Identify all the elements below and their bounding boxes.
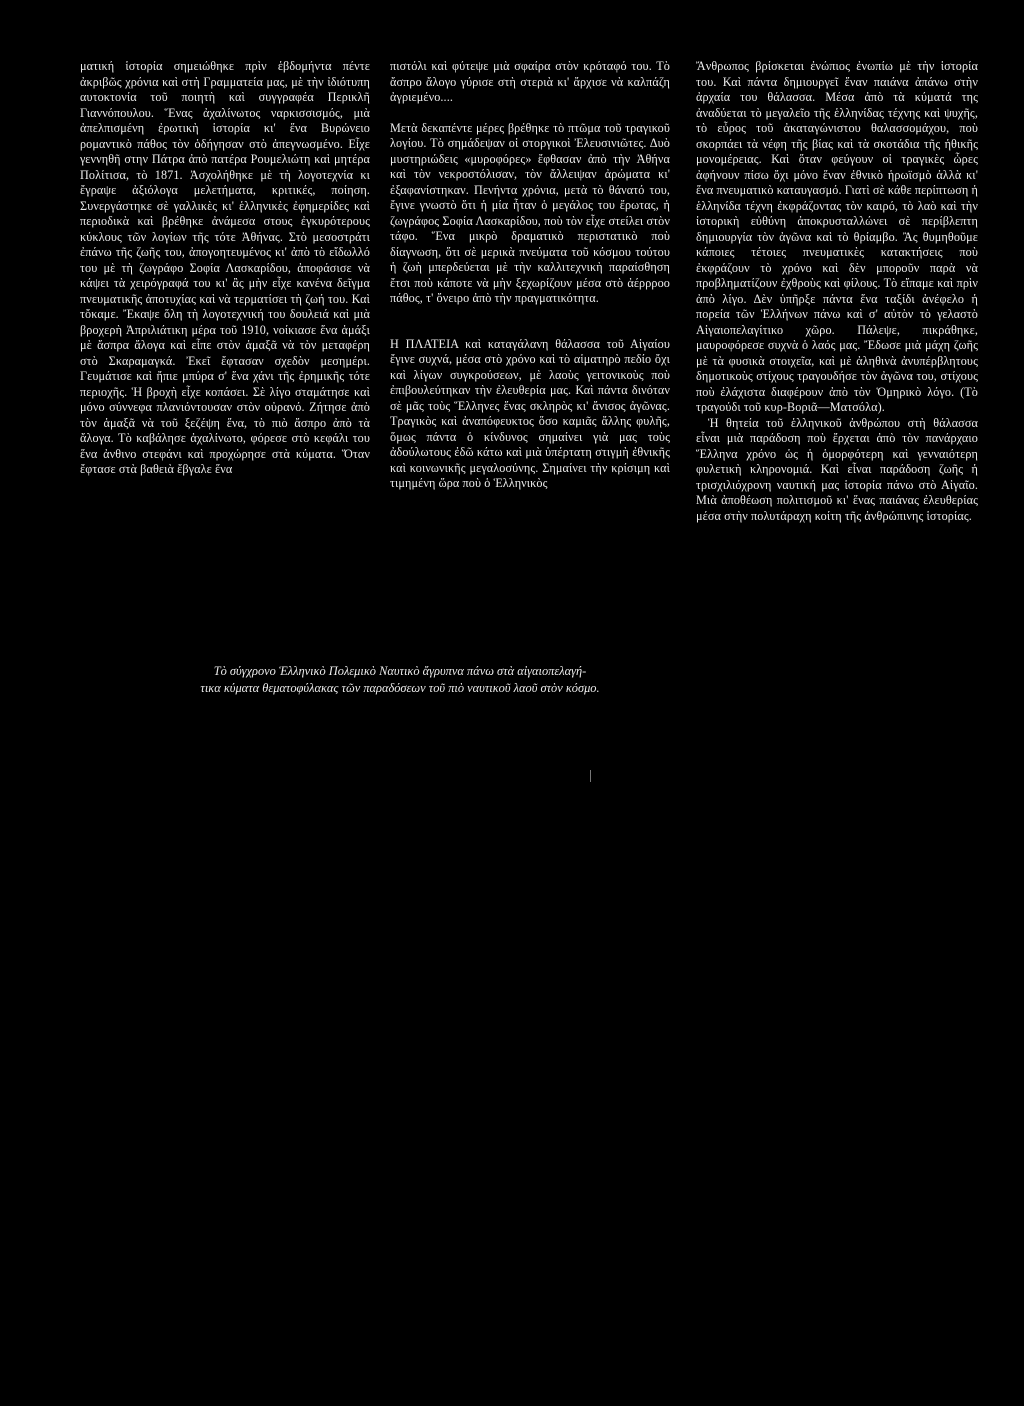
text-column-2 bbox=[390, 59, 670, 492]
text-column-1 bbox=[80, 59, 370, 478]
paragraph: πιστόλι καὶ φύτεψε μιὰ σφαίρα στὸν κρόταφό του. Τὸ ἄσπρο ἄλογο γύρισε στὴ στεριὰ κι' ἄρχισε νὰ καλπάζη ἀγριεμένο.... bbox=[390, 59, 670, 104]
scan-speck bbox=[590, 770, 591, 782]
paragraph: Μετὰ δεκαπέντε μέρες βρέθηκε τὸ πτῶμα τοῦ τραγικοῦ λογίου. Τὸ σημάδεψαν οἱ στοργικοὶ Ἐλευσινιῶτες. Δυὸ μυστηριώδεις «μυροφόρες» ἔφθασαν ἀπὸ τὴν Ἀθήνα καὶ τὸν νεκροστόλισαν, τὸν ἄλλειψαν ἀρώματα κι' ἐξαφανίστηκαν. Πενήντα χρόνια, μετὰ τὸ θάνατό του, ἔγινε γνωστὸ ὅτι ἡ μία ἦταν ὁ μεγάλος του ἔρωτας, ἡ ζωγράφος Σοφία Λασκαρίδου, ποὺ τὸν εἶχε στείλει στὸν τάφο. Ἕνα μικρὸ δραματικὸ περιστατικὸ ποὺ δίαγνωση, ὅτι σὲ μερικὰ πνεύματα τοῦ κόσμου τούτου ἡ ζωὴ μπερδεύεται μὲ τὴν καλλιτεχνικὴ παραίσθηση ἔτσι ποὺ κάποτε νὰ μὴν ξεχωρίζουν μέσα στὸ ἀέρρροο πάθος, τ' ὄνειρο ἀπὸ τὴν πραγματικότητα. bbox=[390, 120, 670, 305]
paragraph: ματική ἱστορία σημειώθηκε πρὶν ἑβδομήντα πέντε ἀκριβῶς χρόνια καὶ στὴ Γραμματεία μας, μὲ τὴν ἰδιότυπη αυτοκτονία τοῦ ποιητὴ καὶ συγγραφέα Περικλῆ Γιαννόπουλου. Ἕνας ἀχαλίνωτος ναρκισσισμός, μιὰ ἀπελπισμένη ἐρωτικὴ ἱστορία κι' ἕνα Βυρώνειο ρομαντικὸ πάθος τὸν ὁδήγησαν στὸ ἀπεγνωσμένο. Εἶχε γεννηθῆ στην Πάτρα ἀπὸ πατέρα Ρουμελιώτη καὶ μητέρα Πολίτισα, τὸ 1871. Ἀσχολήθηκε μὲ τὴ λογοτεχνία κι ἔγραψε ἀξιόλογα μελετήματα, κριτικές, ποίηση. Συνεργάστηκε σὲ γαλλικὲς κι' ἑλληνικὲς ἐφημερίδες καὶ περιοδικὰ καὶ βρέθηκε ἀνάμεσα στους ἐγκυρότερους κύκλους τῶν λογίων τῆς τότε Ἀθήνας. Στὸ μεσοστράτι ἐπάνω τῆς ζωῆς του, ἀπογοητευμένος κι' ἀπὸ τὸ εἴδωλλό του μὲ τὴ ζωγράφο Σοφία Λασκαρίδου, ἀποφάσισε νὰ κάψει τὰ χειρόγραφά του κι' ἂς μὴν εἶχε κανένα δεῖγμα πνευματικῆς ἀποτυχίας καὶ νὰ τερματίσει τὴ ζωή του. Καὶ τὄκαμε. Ἔκαψε ὅλη τὴ λογοτεχνική του δουλειά καὶ μιὰ βροχερὴ Ἀπριλιάτικη μέρα τοῦ 1910, νοίκιασε ἕνα ἁμάξι μὲ ἄσπρα ἄλογα καὶ εἶπε στὸν ἁμαξᾶ νὰ τὸν μεταφέρη στὸ Σκαραμαγκά. Ἐκεῖ ἔφτασαν σχεδὸν μεσημέρι. Γευμάτισε καὶ ἤπιε μπύρα σ' ἕνα χάνι τῆς ἐρημικῆς τότε περιοχῆς. Ἡ βροχὴ εἶχε κοπάσει. Σὲ λίγο σταμάτησε καὶ μόνο σύννεφα πλανιόντουσαν στὸν οὐρανό. Ζήτησε ἀπὸ τὸν ἁμαξᾶ νὰ τοῦ ξεζέψη ἕνα, τὸ πιὸ ἄσπρο ἀπὸ τὰ ἄλογα. Τὸ καβάλησε ἀχαλίνωτο, φόρεσε στὸ κεφάλι του ἕνα ἀνθινο στεφάνι καὶ προχώρησε στὰ κύματα. Ὅταν ἔφτασε στὰ βαθειὰ ἔβγαλε ἕνα bbox=[80, 59, 370, 476]
caption-line-1: Τὸ σύγχρονο Ἑλληνικὸ Πολεμικὸ Ναυτικὸ ἄγρυπνα πάνω στὰ αἰγαιοπελαγή- bbox=[213, 664, 587, 678]
paragraph: Ἄνθρωπος βρίσκεται ἐνώπιος ἐνωπίω μὲ τὴν ἱστορία του. Καὶ πάντα δημιουργεῖ ἕναν παιάνα ἀπάνω στὴν ἀρχαία του θάλασσα. Μέσα ἀπὸ τὰ κύματά της ἀναδύεται τὸ μεγαλεῖο τῆς ἑλληνίδας τέχνης καὶ ψυχῆς, τὸ εὖρος τοῦ ἀκαταγώνιστου θαλασσομάχου, ποὺ σκορπάει τὰ νέφη τῆς βίας καὶ τὰ σκοτάδια τῆς ἡθικῆς μονομέρειας. Καὶ ὅταν φεύγουν οἱ τραγικὲς ὧρες ἀφήνουν πίσω ὄχι μόνο ἕναν ἐθνικὸ ἡρωϊσμὸ ἀλλὰ κι' ἕνα πνευματικὸ καταυγασμό. Γιατὶ σὲ κάθε περίπτωση ἡ ἑλληνίδα τέχνη ἐκφράζοντας τὸν καιρό, τὸ λαὸ καὶ τὴν ἱστορικὴ εὐθύνη ἀποκρυσταλλώνει σὲ περίβλεπτη δημιουργία τὸν ἀγῶνα καὶ τὸ θρίαμβο. Ἂς θυμηθοῦμε κάποιες τέτοιες πνευματικὲς κατακτήσεις ποὺ ἐκφράζουν τὸ χρόνο καὶ δὲν μποροῦν παρὰ νὰ προβληματίζουν ἐχθροὺς καὶ φίλους. Τὸ εἴπαμε καὶ πρὶν ἀπὸ λίγο. Δὲν ὑπῆρξε πάντα ἕνα ταξίδι ἀνέφελο ἡ πορεία τῶν Ἑλλήνων πάνω καὶ σ' αὐτὸν τὸ γελαστὸ Αἰγαιοπελαγίτικο χῶρο. Πάλεψε, πικράθηκε, μαυροφόρεσε συχνὰ ὁ λαός μας. Ἔδωσε μιὰ μάχη ζωῆς μὲ τὰ φυσικὰ στοιχεῖα, καὶ μὲ ἀληθινὰ ἀνυπέρβλητους δημοτικοὺς στίχους τραγουδήσε τὸν ἀγῶνα του, στίχους ποὺ ἐλάχιστα διαφέρουν ἀπὸ τὸν Ὁμηρικὸ λόγο. (Τὸ τραγούδι τοῦ κυρ-Βοριᾶ—Ματσόλα). bbox=[696, 59, 978, 414]
caption-line-2: τικα κύματα θεματοφύλακας τῶν παραδόσεων τοῦ πιὸ ναυτικοῦ λαοῦ στὸν κόσμο. bbox=[200, 681, 600, 695]
text-column-3 bbox=[696, 59, 978, 524]
photo-caption bbox=[120, 663, 680, 697]
paragraph: Η ΠΛΑΤΕΙΑ καὶ καταγάλανη θάλασσα τοῦ Αἰγαίου ἔγινε συχνά, μέσα στὸ χρόνο καὶ τὸ αἱματηρὸ πεδίο ὄχι καὶ λίγων συγκρούσεων, μὲ λαοὺς γειτονικοὺς ποὺ ἐπιβουλεύτηκαν τὴν ἐλευθερία μας. Καὶ πάντα δινόταν σὲ μᾶς τοὺς Ἕλληνες ἕνας σκληρὸς κι' ἄνισος ἀγῶνας. Τραγικὸς καὶ ἀναπόφευκτος ὅσο καμιᾶς ἄλλης φυλῆς, ὅμως πάντα ὁ κίνδυνος σημαίνει γιὰ μας τοὺς ἀδούλωτους ἐδῶ κάτω καὶ μιὰ ὑπέρτατη στιγμὴ ἐθνικῆς καὶ κοινωνικῆς μεγαλοσύνης. Σημαίνει τὴν κρίσιμη καὶ τιμημένη ὥρα ποὺ ὁ Ἑλληνικὸς bbox=[390, 336, 670, 490]
paragraph: Ἡ θητεία τοῦ ἑλληνικοῦ ἀνθρώπου στὴ θάλασσα εἶναι μιὰ παράδοση ποὺ ἔρχεται ἀπὸ τὸν πανάρχαιο Ἕλληνα χρόνο ὡς ἡ ὁμορφότερη καὶ γενναιότερη φυλετικὴ κληρονομιά. Καὶ εἶναι παράδοση ζωῆς ἡ τρισχιλιόχρονη ναυτική μας ἱστορία πάνω στὸ Αἰγαῖο. Μιὰ ἀποθέωση πολιτισμοῦ κι' ἕνας παιάνας ἐλευθερίας μέσα στὴν πολυτάραχη κοίτη τῆς ἀνθρώπινης ἱστορίας. bbox=[696, 415, 978, 523]
